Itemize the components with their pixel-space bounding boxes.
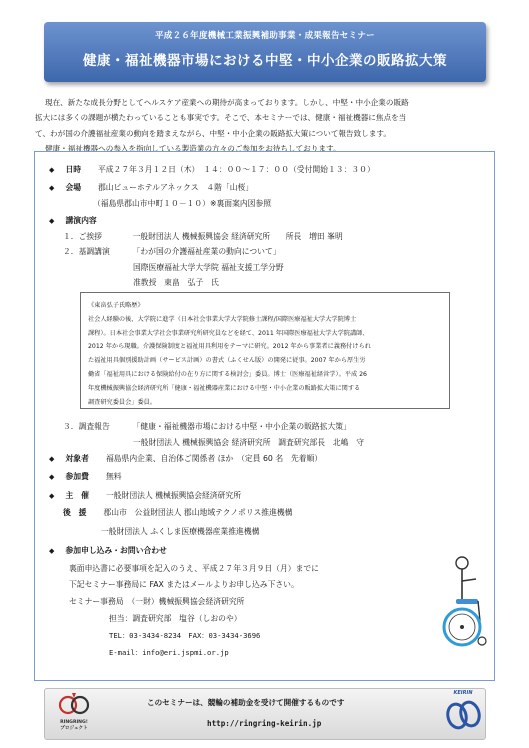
fee-label: 参加費 xyxy=(65,472,89,481)
sponsor-url[interactable]: http://ringring-keirin.jp xyxy=(207,719,322,728)
apply-line-2: 下記セミナー事務局に FAX またはメールよりお申し込み下さい。 xyxy=(69,580,299,589)
intro-line: 拡大には多くの課題が横たわっていることも事実です。そこで、本セミナーでは、健康・福祉機器に焦点を当 xyxy=(35,113,407,123)
apply-label: 参加申し込み・お問い合わせ xyxy=(65,546,167,555)
intro-line: て、わが国の介護福祉産業の動向を踏まえながら、中堅・中小企業の販路拡大策について報告致します。 xyxy=(35,128,391,138)
bio-line: 課程）。日本社会事業大学社会事業研究所研究員などを経て、2011 年国際医療福祉大学大学院講師、 xyxy=(88,329,369,337)
diamond-bullet-icon: ◆ xyxy=(49,184,55,192)
keirin-logo-text: KEIRIN xyxy=(453,690,473,696)
greeting-label: ご挨拶 xyxy=(78,232,102,241)
bio-line: 働省「福祉用具における保険給付の在り方に関する検討会」委員。博士（医療福祉経営学）。平成 26 xyxy=(88,370,367,378)
fee-value: 無料 xyxy=(105,472,122,481)
seminar-office: セミナー事務局 （一財）機械振興協会経済研究所 xyxy=(69,597,245,606)
bio-line: 社会人経験の後、大学院に進学（日本社会事業大学大学院修士課程/国際医療福祉大学大学院博士 xyxy=(88,315,357,323)
intro-paragraph xyxy=(35,95,495,157)
report-number: ３． xyxy=(63,422,79,431)
bio-title: 《東畠弘子氏略歴》 xyxy=(88,302,144,309)
support-value-1: 郡山市 公益財団法人 郡山地域テクノポリス推進機構 xyxy=(103,508,293,517)
report-label: 調査報告 xyxy=(78,422,110,431)
contact-email[interactable]: E-mail：info@eri.jspmi.or.jp xyxy=(109,648,229,657)
venue-address: （福島県郡山市中町１０－１０）※裏面案内図参照 xyxy=(93,199,272,208)
ringring-logo xyxy=(48,690,100,738)
intro-line: 健康・福祉機器への参入を指向している製造業の方々のご参加をお待ちしております。 xyxy=(45,144,341,154)
report-row xyxy=(63,421,351,433)
banner-title: 健康・福祉機器市場における中堅・中小企業の販路拡大策 xyxy=(83,53,447,69)
audience-label: 対象者 xyxy=(65,454,89,463)
keynote-number: ２． xyxy=(63,247,79,256)
ringring-logo-subtext: プロジェクト xyxy=(60,726,88,731)
report-title: 「健康・福祉機器市場における中堅・中小企業の販路拡大策」 xyxy=(132,422,351,431)
footer-banner xyxy=(44,688,486,740)
venue-label: 会場 xyxy=(65,183,82,192)
diamond-bullet-icon: ◆ xyxy=(49,547,55,555)
keynote-label: 基調講演 xyxy=(78,247,110,256)
greeting-number: １． xyxy=(63,232,79,241)
diamond-bullet-icon: ◆ xyxy=(49,492,55,500)
diamond-bullet-icon: ◆ xyxy=(49,166,55,174)
greeting-value: 一般財団法人 機械振興協会 経済研究所 所長 増田 峯明 xyxy=(132,232,343,241)
bio-line: 年度機械振興協会経済研究所「健康・福祉機器産業における中堅・中小企業の販路拡大策に関する xyxy=(88,384,361,392)
support-row xyxy=(63,507,292,519)
host-value: 一般財団法人 機械振興協会経済研究所 xyxy=(105,491,241,500)
title-banner xyxy=(44,22,486,82)
keirin-logo xyxy=(442,690,484,738)
bio-line: た福祉用具個別援助計画（サービス計画）の書式（ふくせん版）の開発に従事。2007 年から厚生労 xyxy=(88,357,366,365)
keirin-logo-icon xyxy=(443,696,483,732)
tel-fax: TEL：03-3434-8234 FAX：03-3434-3696 xyxy=(109,631,261,640)
support-value-2: 一般財団法人 ふくしま医療機器産業推進機構 xyxy=(101,527,260,536)
apply-line-1: 裏面申込書に必要事項を記入のうえ、平成２７年３月９日（月）までに xyxy=(69,564,319,573)
date-label: 日時 xyxy=(65,165,82,174)
diamond-bullet-icon: ◆ xyxy=(49,473,55,481)
audience-row xyxy=(49,453,322,465)
contact-person: 担当：調査研究部 塩谷（しおのや） xyxy=(109,614,242,623)
intro-line: 現在、新たな成長分野としてヘルスケア産業への期待が高まっております。しかし、中堅・中小企業の販路 xyxy=(45,98,409,107)
banner-subtitle: 平成２６年度機械工業振興補助事業・成果報告セミナー xyxy=(154,31,375,41)
date-value: 平成２７年３月１２日（木） １４：００～１７：００（受付開始１３：３０） xyxy=(97,165,375,174)
venue-value: 郡山ビューホテルアネックス ４階「山桜」 xyxy=(97,183,254,192)
sponsor-note: このセミナーは、競輪の補助金を受けて開催するものです xyxy=(147,698,345,707)
program-row xyxy=(49,215,97,227)
host-label: 主 催 xyxy=(65,491,89,500)
apply-row xyxy=(49,545,167,557)
date-row xyxy=(49,164,375,176)
keynote-affiliation: 国際医療福祉大学大学院 福祉支援工学分野 xyxy=(133,263,284,272)
keynote-row xyxy=(63,246,281,258)
bio-line: 調査研究委員会」委員。 xyxy=(88,398,157,406)
keynote-speaker: 准教授 東畠 弘子 氏 xyxy=(133,278,219,287)
greeting-row xyxy=(63,231,343,243)
bio-line: 2012 年から現職。介護保険制度と福祉用具利用をテーマに研究。2012 年から事業者に義務付けられ xyxy=(88,343,371,351)
diamond-bullet-icon: ◆ xyxy=(49,217,55,225)
diamond-bullet-icon: ◆ xyxy=(49,455,55,463)
host-row xyxy=(49,490,241,502)
wheelchair-icon xyxy=(442,553,490,651)
fee-row xyxy=(49,471,122,483)
keynote-title: 「わが国の介護福祉産業の動向について」 xyxy=(132,247,281,256)
speaker-bio-box xyxy=(80,292,450,409)
program-label: 講演内容 xyxy=(65,216,97,225)
support-label: 後 援 xyxy=(63,508,87,517)
ringring-logo-icon xyxy=(54,690,94,716)
audience-value: 福島県内企業、自治体ご関係者 ほか （定員 60 名 先着順） xyxy=(105,454,323,463)
report-speaker: 一般財団法人 機械振興協会 経済研究所 調査研究部長 北嶋 守 xyxy=(133,438,365,447)
venue-row xyxy=(49,182,253,194)
ringring-logo-text: RINGRING! xyxy=(60,720,88,725)
